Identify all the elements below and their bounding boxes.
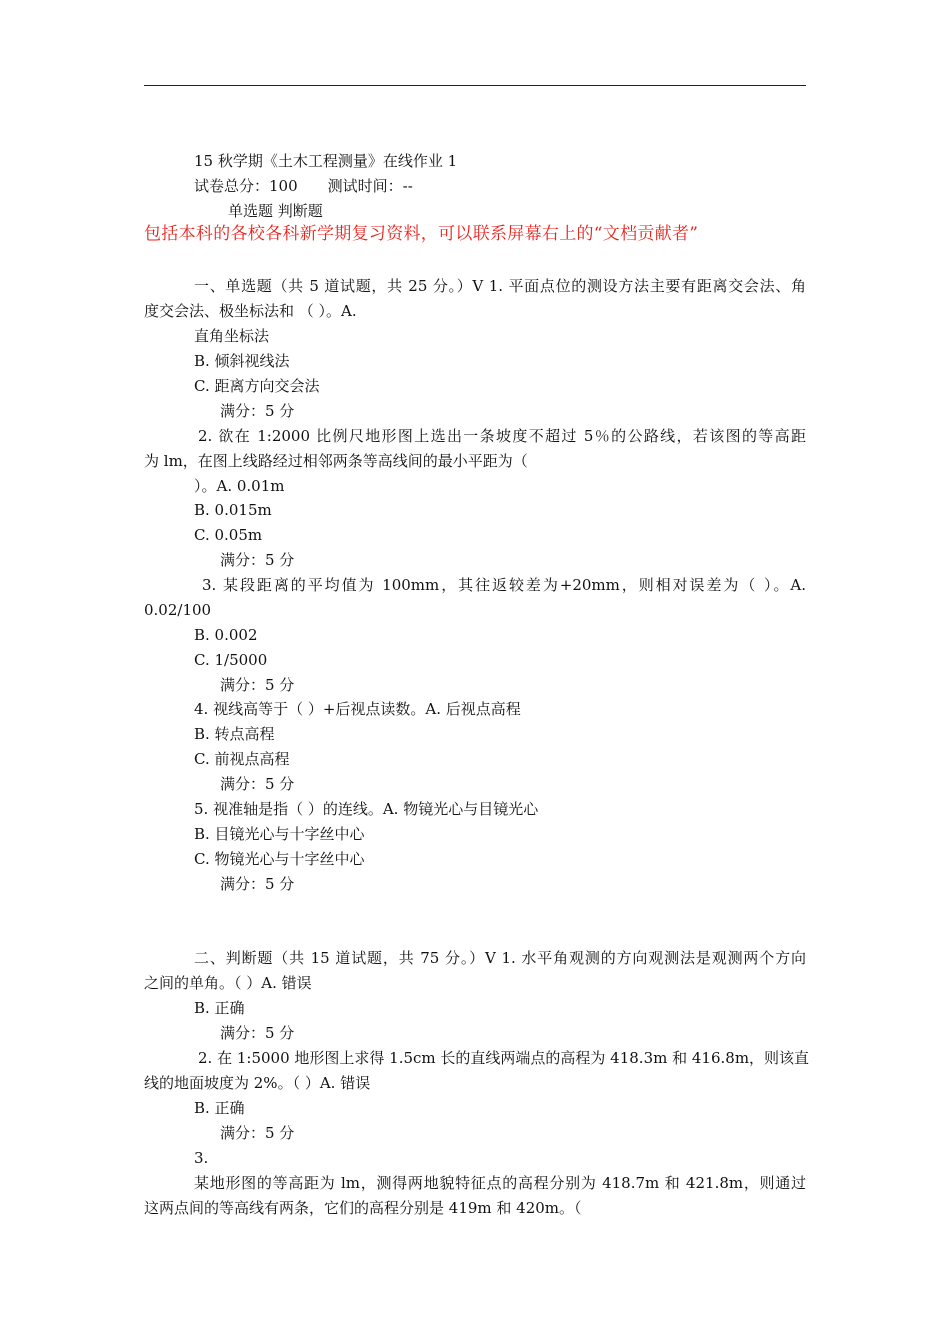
tf-q2-line2: 线的地面坡度为 2%。（ ）A. 错误 — [144, 1074, 371, 1092]
q4-line1: 4. 视线高等于（ ）+后视点读数。A. 后视点高程 — [194, 700, 521, 718]
q3-option-c: C. 1/5000 — [194, 651, 268, 669]
q1-option-c: C. 距离方向交会法 — [194, 377, 320, 395]
q2-line2: 为 lm，在图上线路经过相邻两条等高线间的最小平距为（ — [144, 452, 528, 470]
q4-option-b: B. 转点高程 — [194, 725, 275, 743]
q3-option-b: B. 0.002 — [194, 626, 258, 644]
part2-intro-line2: 之间的单角。（ ）A. 错误 — [144, 974, 312, 992]
q5-line1: 5. 视准轴是指（ ）的连线。A. 物镜光心与目镜光心 — [194, 800, 539, 818]
tf-q1-score: 满分：5 分 — [220, 1024, 295, 1042]
q2-option-c: C. 0.05m — [194, 526, 263, 544]
q3-line1: 3. 某段距离的平均值为 100mm，其往返较差为+20mm，则相对误差为（ ）。A. — [202, 576, 806, 594]
q3-line2: 0.02/100 — [144, 601, 212, 619]
q2-option-b: B. 0.015m — [194, 501, 272, 519]
tf-q2-option-b: B. 正确 — [194, 1099, 245, 1117]
tf-q2-line1: 2. 在 1:5000 地形图上求得 1.5cm 长的直线两端点的高程为 418.3m 和 416.8m，则该直 — [198, 1049, 810, 1067]
part2-intro-line1: 二、判断题（共 15 道试题，共 75 分。）V 1. 水平角观测的方向观测法是观测两个方向 — [194, 949, 806, 967]
q1-option-a: 直角坐标法 — [194, 327, 270, 345]
tf-q3-line2: 这两点间的等高线有两条，它们的高程分别是 419m 和 420m。（ — [144, 1199, 582, 1217]
q5-option-b: B. 目镜光心与十字丝中心 — [194, 825, 365, 843]
test-time: 测试时间：-- — [327, 177, 413, 195]
q5-option-c: C. 物镜光心与十字丝中心 — [194, 850, 365, 868]
total-score: 试卷总分：100 — [194, 177, 298, 195]
q2-line1: 2. 欲在 1:2000 比例尺地形图上选出一条坡度不超过 5％的公路线，若该图的等高距 — [198, 427, 806, 445]
q4-score: 满分：5 分 — [220, 775, 295, 793]
q1-score: 满分：5 分 — [220, 402, 295, 420]
section-list: 单选题 判断题 — [228, 202, 323, 220]
test-meta — [194, 176, 413, 196]
header-rule — [144, 85, 806, 86]
part1-intro-line2: 度交会法、极坐标法和 （ ）。A. — [144, 302, 357, 320]
q5-score: 满分：5 分 — [220, 875, 295, 893]
q2-score: 满分：5 分 — [220, 551, 295, 569]
part1-intro-line1: 一、单选题（共 5 道试题，共 25 分。）V 1. 平面点位的测设方法主要有距离交会法、角 — [194, 277, 806, 295]
page-title: 15 秋学期《土木工程测量》在线作业 1 — [194, 152, 458, 170]
q3-score: 满分：5 分 — [220, 676, 295, 694]
tf-q3-line1: 某地形图的等高距为 lm，测得两地貌特征点的高程分别为 418.7m 和 421.8m，则通过 — [194, 1174, 806, 1192]
q4-option-c: C. 前视点高程 — [194, 750, 290, 768]
notice-text: 包括本科的各校各科新学期复习资料，可以联系屏幕右上的“文档贡献者” — [144, 224, 699, 244]
tf-q2-score: 满分：5 分 — [220, 1124, 295, 1142]
q2-line3: ）。A. 0.01m — [194, 477, 285, 495]
q1-option-b: B. 倾斜视线法 — [194, 352, 290, 370]
tf-q3-number: 3. — [194, 1149, 209, 1167]
tf-q1-option-b: B. 正确 — [194, 999, 245, 1017]
